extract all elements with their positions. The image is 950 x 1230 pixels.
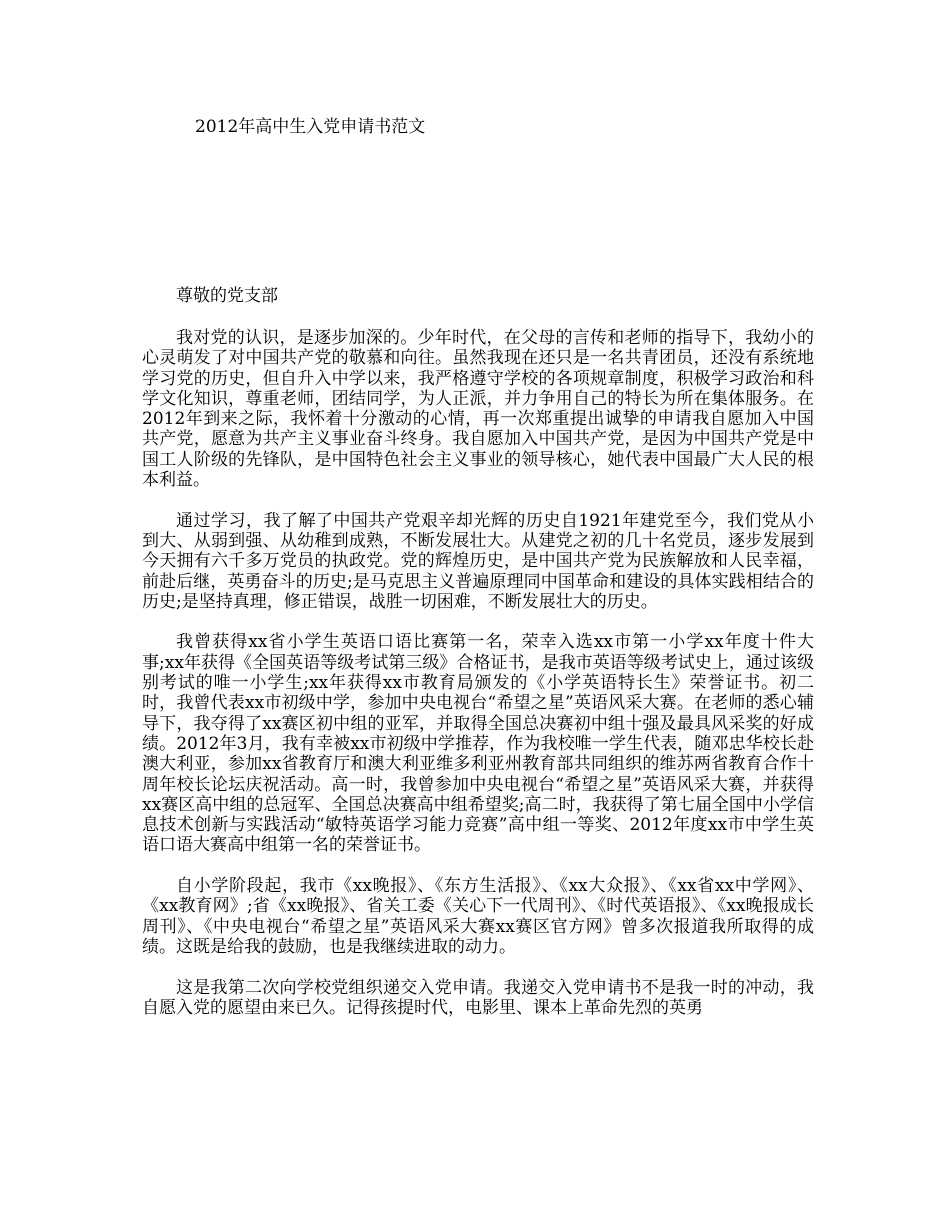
paragraph-4: 自小学阶段起，我市《xx晚报》、《东方生活报》、《xx大众报》、《xx省xx中学网》、《xx教育网》;省《xx晚报》、省关工委《关心下一代周刊》、《时代英语报》、《xx晚报成长周刊》、《中央电视台“希望之星”英语风采大赛xx赛区官方网》曾多次报道我所取得的成绩。这既是给我的鼓励，也是我继续进取的动力。 xyxy=(142,876,814,957)
document-body xyxy=(142,328,814,1038)
paragraph-1: 我对党的认识，是逐步加深的。少年时代，在父母的言传和老师的指导下，我幼小的心灵萌发了对中国共产党的敬慕和向往。虽然我现在还只是一名共青团员，还没有系统地学习党的历史，但自升入中学以来，我严格遵守学校的各项规章制度，积极学习政治和科学文化知识，尊重老师，团结同学，为人正派，并力争用自己的特长为所在集体服务。在2012年到来之际，我怀着十分激动的心情，再一次郑重提出诚挚的申请我自愿加入中国共产党，愿意为共产主义事业奋斗终身。我自愿加入中国共产党，是因为中国共产党是中国工人阶级的先锋队，是中国特色社会主义事业的领导核心，她代表中国最广大人民的根本利益。 xyxy=(142,328,814,491)
salutation: 尊敬的党支部 xyxy=(176,286,278,306)
paragraph-3: 我曾获得xx省小学生英语口语比赛第一名，荣幸入选xx市第一小学xx年度十件大事;xx年获得《全国英语等级考试第三级》合格证书，是我市英语等级考试史上，通过该级别考试的唯一小学生;xx年获得xx市教育局颁发的《小学英语特长生》荣誉证书。初二时，我曾代表xx市初级中学，参加中央电视台“希望之星”英语风采大赛。在老师的悉心辅导下，我夺得了xx赛区初中组的亚军，并取得全国总决赛初中组十强及最具风采奖的好成绩。2012年3月，我有幸被xx市初级中学推荐，作为我校唯一学生代表，随邓忠华校长赴澳大利亚，参加xx省教育厅和澳大利亚维多利亚州教育部共同组织的维苏两省教育合作十周年校长论坛庆祝活动。高一时，我曾参加中央电视台“希望之星”英语风采大赛，并获得xx赛区高中组的总冠军、全国总决赛高中组希望奖;高二时，我获得了第七届全国中小学信息技术创新与实践活动“敏特英语学习能力竞赛”高中组一等奖、2012年度xx市中学生英语口语大赛高中组第一名的荣誉证书。 xyxy=(142,632,814,856)
paragraph-5: 这是我第二次向学校党组织递交入党申请。我递交入党申请书不是我一时的冲动，我自愿入党的愿望由来已久。记得孩提时代，电影里、课本上革命先烈的英勇 xyxy=(142,977,814,1018)
paragraph-2: 通过学习，我了解了中国共产党艰辛却光辉的历史自1921年建党至今，我们党从小到大、从弱到强、从幼稚到成熟，不断发展壮大。从建党之初的几十名党员，逐步发展到今天拥有六千多万党员的执政党。党的辉煌历史，是中国共产党为民族解放和人民幸福，前赴后继，英勇奋斗的历史;是马克思主义普遍原理同中国革命和建设的具体实践相结合的历史;是坚持真理，修正错误，战胜一切困难，不断发展壮大的历史。 xyxy=(142,510,814,612)
document-title: 2012年高中生入党申请书范文 xyxy=(195,117,426,137)
